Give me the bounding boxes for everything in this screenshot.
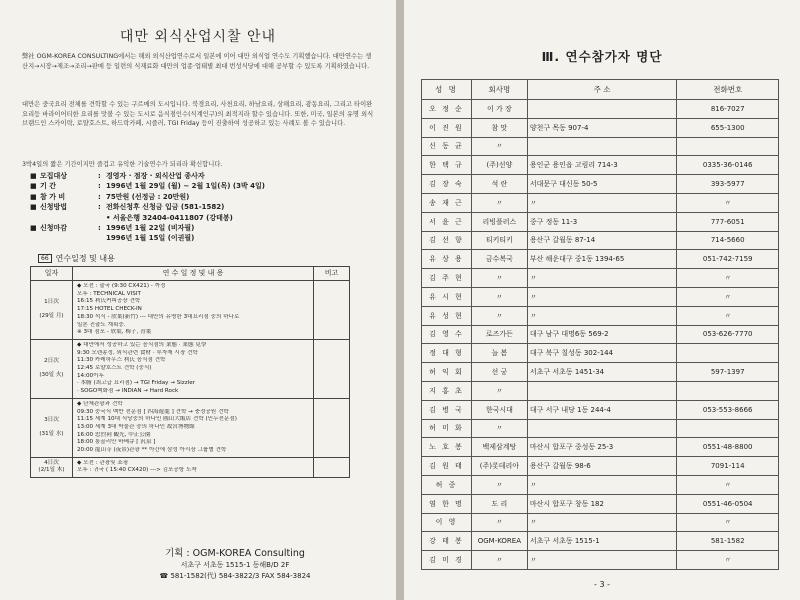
schedule-line: 9:30 오렌송정, 외식관련 食材 · 부자재 시장 견학: [77, 349, 198, 356]
participant-address: [527, 100, 677, 119]
participant-address: [527, 419, 677, 438]
info-value: 1996년 1월 22일 (비자필): [106, 224, 195, 233]
schedule-day-cell: [31, 339, 73, 398]
participant-address: 부산 해운대구 중1동 1394-65: [527, 250, 677, 269]
participant-company: 한국시대: [471, 400, 527, 419]
participant-phone: 655-1300: [677, 118, 779, 137]
info-value: 1996년 1월 15일 (이권필): [106, 234, 195, 243]
schedule-row: [31, 398, 350, 457]
col-phone: 전화번호: [677, 80, 779, 100]
intro-paragraph: 3박4일의 짧은 기간이지만 즐겁고 유익한 기술연수가 되리라 확신합니다.: [22, 161, 223, 168]
schedule-date: (29일 月): [39, 312, 64, 319]
participant-phone: 0335-36-0146: [677, 156, 779, 175]
left-page: [0, 0, 396, 600]
schedule-line: ◆ 오전 : 출국 (9:30 CX421) - 까정: [77, 283, 166, 289]
participant-phone: 7091-114: [677, 457, 779, 476]
page-title: 대만 외식산업시찰 안내: [119, 29, 277, 45]
participant-phone: [677, 137, 779, 156]
info-row: [30, 233, 360, 243]
participant-name: 김 미 경: [422, 551, 472, 570]
info-label: 신청마감: [40, 224, 68, 233]
schedule-row: [31, 281, 350, 340]
participant-row: [422, 269, 779, 288]
participant-address: 서대문구 대신동 50-5: [527, 175, 677, 194]
participant-name: 유 성 현: [422, 306, 472, 325]
participant-phone: [677, 381, 779, 400]
info-row: [30, 213, 360, 223]
schedule-day: 2日次: [44, 358, 59, 365]
participant-company: 〃: [471, 137, 527, 156]
participant-phone: 〃: [677, 287, 779, 306]
participant-address: 〃: [527, 475, 677, 494]
participant-phone: 714-5660: [677, 231, 779, 250]
info-row: ■ 기 간 : 1996년 1월 29일 (월) ~ 2월 1일(목) (3박 4일): [30, 182, 265, 191]
info-label: 신청방법: [40, 203, 68, 212]
schedule-line: 오후 : 귀국 ( 15:40 CX420) ---> 김포공항 도착: [77, 467, 197, 474]
schedule-heading: [38, 253, 115, 264]
schedule-col-day: 일자: [31, 267, 73, 281]
participant-row: [422, 250, 779, 269]
participant-company: 〃: [471, 475, 527, 494]
schedule-line: 16:15 利氏커피공장 견학: [77, 298, 141, 305]
schedule-line: ※ 3대 점포 - 欣葉, 梅子, 青葉: [77, 329, 152, 336]
participant-row: [422, 231, 779, 250]
participant-phone: 〃: [677, 551, 779, 570]
participant-name: 김 원 태: [422, 457, 472, 476]
participant-company: 참 맛: [471, 118, 527, 137]
participant-row: [422, 175, 779, 194]
page-number: - 3 -: [594, 580, 610, 589]
participant-name: 한 택 규: [422, 156, 472, 175]
participant-name: 유 상 용: [422, 250, 472, 269]
participant-company: 〃: [471, 287, 527, 306]
participant-address: 대구 남구 대명6동 569-2: [527, 325, 677, 344]
participant-name: 허 미 화: [422, 419, 472, 438]
schedule-day-cell: [31, 457, 73, 477]
schedule-col-note: 비고: [314, 267, 350, 281]
schedule-line: 오후 : TECHNICAL VISIT: [77, 290, 141, 297]
participant-address: 〃: [527, 269, 677, 288]
participant-name: 허 익 회: [422, 363, 472, 382]
participant-name: 김 주 현: [422, 269, 472, 288]
participant-company: (주)롯데리아: [471, 457, 527, 476]
participant-phone: 〃: [677, 475, 779, 494]
participant-row: [422, 100, 779, 119]
participant-company: 〃: [471, 419, 527, 438]
info-label: 모집대상: [40, 172, 68, 180]
footer-address: 서초구 서초동 1515-1 동해B/D 2F: [180, 561, 290, 569]
participant-address: 마산시 합포구 창동 182: [527, 494, 677, 513]
info-row: ■ 모집대상 : 경영자 · 점장 · 외식산업 종사자: [30, 172, 205, 180]
intro-paragraph: 대만은 중국요리 전체를 견학할 수 있는 구르메의 도시입니다. 북경요리, 사천요리, 하남요리, 상해요리, 광동요리, 그리고 타이완요리등 바라이어티한 요리를 맛볼 수 있는 도시로 음식점인수(식계인구)의 최적지라 할수 있습니다. 또한, 미국, 일본의 유명 외식브랜드인 스카이락, 로얄호스트, 하드락카페, 시즐러, TGI Friday 등이 진출하여 성공하고 있는 사례도 볼 수 있습니다.: [22, 101, 374, 128]
schedule-line: · SOGO백화점 → INDIAN → Hard Rock: [77, 388, 179, 395]
participant-name: 노 호 봉: [422, 438, 472, 457]
schedule-line: 17:15 HOTEL CHECK-IN: [77, 306, 142, 313]
info-value: • 서울은행 32404-0411807 (강태봉): [106, 213, 233, 222]
intro-paragraph: 弊社 OGM-KOREA CONSULTING에서는 해외 외식산업연수로서 일본에 이어 대만 외식업 연수도 기획했습니다. 대만연수는 생산지→시장→제조→조리→판매 등 일련의 식재료화 대만의 업종·업태별 최대 번성식당에 대해 공부할 수 있도록 기획하였습니다.: [22, 53, 372, 70]
info-value: 1996년 1월 29일 (월) ~ 2월 1일(목) (3박 4일): [106, 182, 265, 191]
schedule-date: (30일 火): [39, 371, 64, 378]
participant-address: 용인군 용인읍 고림리 714-3: [527, 156, 677, 175]
participant-name: 강 태 봉: [422, 532, 472, 551]
participant-address: 〃: [527, 287, 677, 306]
schedule-line: ◆ 대만에서 성공하고 있는 음식점의 業態 · 業態 見學: [77, 341, 207, 348]
participant-company: 〃: [471, 551, 527, 570]
schedule-col-content: 연 수 일 정 및 내 용: [73, 267, 314, 281]
participant-address: [527, 381, 677, 400]
participant-phone: 393-5977: [677, 175, 779, 194]
info-row: ■ 신청방법 : 전화신청후 신청금 입금 (581-1582): [30, 203, 225, 212]
schedule-line: 일본 진출도 계획중.: [77, 321, 126, 328]
participant-address: 마산시 합포구 중성동 25-3: [527, 438, 677, 457]
participant-row: [422, 156, 779, 175]
participant-phone: [677, 419, 779, 438]
participant-name: 이 영: [422, 513, 472, 532]
participant-row: [422, 438, 779, 457]
participant-row: [422, 513, 779, 532]
schedule-day-cell: [31, 281, 73, 340]
participant-name: 정 대 형: [422, 344, 472, 363]
participant-row: [422, 306, 779, 325]
participant-phone: 〃: [677, 269, 779, 288]
schedule-line: ◆ 단체관광과 견학: [77, 400, 123, 407]
participant-company: 금수복국: [471, 250, 527, 269]
col-name: 성 명: [422, 80, 472, 100]
participant-address: 용산구 갈월동 87-14: [527, 231, 677, 250]
participant-company: 로즈가든: [471, 325, 527, 344]
schedule-note: [314, 457, 350, 477]
right-page: [404, 0, 800, 600]
info-row: ■ 신청마감 : 1996년 1월 22일 (비자필): [30, 224, 195, 233]
participant-name: 신 동 균: [422, 137, 472, 156]
schedule-row: [31, 339, 350, 398]
participant-company: OGM-KOREA: [471, 532, 527, 551]
participant-company: 〃: [471, 269, 527, 288]
participant-company: 리빙플러스: [471, 212, 527, 231]
participant-address: 중구 정동 11-3: [527, 212, 677, 231]
participant-company: 늘 봄: [471, 344, 527, 363]
schedule-line: 16:00 忠烈祠 觀光, 中正公園: [77, 431, 151, 438]
participant-address: 대구 서구 내당 1동 244-4: [527, 400, 677, 419]
schedule-note: [314, 398, 350, 457]
participant-name: 지 홍 초: [422, 381, 472, 400]
participant-phone: 053-626-7770: [677, 325, 779, 344]
schedule-day-cell: [31, 398, 73, 457]
participant-address: 〃: [527, 551, 677, 570]
participant-name: 김 선 향: [422, 231, 472, 250]
participant-company: 석 란: [471, 175, 527, 194]
participant-name: 허 중: [422, 475, 472, 494]
participant-address: [527, 137, 677, 156]
participant-row: [422, 475, 779, 494]
schedule-line: 18:00 통골리안 바베큐 [ 汎泉 ]: [77, 439, 156, 446]
participant-address: 〃: [527, 193, 677, 212]
participant-name: 유 시 현: [422, 287, 472, 306]
participant-address: 〃: [527, 513, 677, 532]
schedule-line: 18:30 석식 - 欣葉(新竹) --- 대만의 유명한 3대요리점 중의 하나로: [77, 313, 240, 320]
info-value: 경영자 · 점장 · 외식산업 종사자: [106, 172, 205, 180]
schedule-line: ◆ 오전 : 관광및 쇼핑: [77, 459, 129, 466]
participant-phone: 0551-46-0504: [677, 494, 779, 513]
schedule-heading-text: 연수일정 및 내용: [55, 254, 115, 263]
participant-name: 김 장 숙: [422, 175, 472, 194]
participant-phone: 053-553-8666: [677, 400, 779, 419]
col-address: 주 소: [527, 80, 677, 100]
schedule-day: 3日次: [44, 417, 59, 424]
participant-row: [422, 457, 779, 476]
schedule-day: 4日次: [44, 459, 59, 466]
col-company: 회사명: [471, 80, 527, 100]
schedule-program: [73, 457, 314, 477]
participant-name: 김 영 수: [422, 325, 472, 344]
schedule-line: 20:00 龍山寺 (夜景)관광 ** 아간에 삼성 아시장 그룹별 견학: [77, 447, 227, 454]
participant-table: [421, 79, 779, 570]
participant-row: [422, 400, 779, 419]
participant-company: 이 가 장: [471, 100, 527, 119]
participant-phone: 〃: [677, 193, 779, 212]
participant-phone: 597-1397: [677, 363, 779, 382]
schedule-header-row: [31, 267, 350, 281]
participant-name: 염 한 명: [422, 494, 472, 513]
participant-phone: 051-742-7159: [677, 250, 779, 269]
schedule-line: 09:30 중국식 백반 전문점 [ 四海遊龍 ] 견학 → 충정공원 견학: [77, 408, 229, 415]
tour-info: [30, 171, 360, 244]
participant-phone: 0551-48-8800: [677, 438, 779, 457]
info-label: 기 간: [40, 182, 56, 191]
participant-row: [422, 212, 779, 231]
participant-company: 〃: [471, 193, 527, 212]
participant-phone: [677, 344, 779, 363]
participant-row: [422, 551, 779, 570]
participant-company: (주)선양: [471, 156, 527, 175]
info-value: 전화신청후 신청금 입금 (581-1582): [106, 203, 225, 212]
participant-company: 〃: [471, 513, 527, 532]
participant-company: 도 리: [471, 494, 527, 513]
schedule-row: [31, 457, 350, 477]
participant-name: 송 재 근: [422, 193, 472, 212]
participant-phone: 〃: [677, 306, 779, 325]
info-label: 참 가 비: [40, 192, 66, 201]
participant-address: 양천구 목동 907-4: [527, 118, 677, 137]
participant-address: 용산구 갈월동 98-6: [527, 457, 677, 476]
participant-address: 서초구 서초동 1515-1: [527, 532, 677, 551]
participant-row: [422, 532, 779, 551]
schedule-date: (31일 水): [39, 430, 64, 437]
footer-phone: ☎ 581-1582(代) 584-3822/3 FAX 584-3824: [159, 572, 311, 580]
participant-row: [422, 381, 779, 400]
schedule-badge: 66: [38, 254, 52, 263]
participant-address: 대구 북구 칠성동 302-144: [527, 344, 677, 363]
participant-name: 오 정 순: [422, 100, 472, 119]
schedule-program: [73, 339, 314, 398]
schedule-table: [30, 266, 350, 478]
participant-phone: 816-7027: [677, 100, 779, 119]
info-row: ■ 참 가 비 : 75만원 (선정금 : 20만원): [30, 192, 190, 201]
schedule-date: (2/1일 木): [38, 467, 65, 474]
footer-org: 기획 : OGM-KOREA Consulting: [165, 548, 305, 559]
participant-address: 서초구 서초동 1451-34: [527, 363, 677, 382]
participant-name: 서 윤 근: [422, 212, 472, 231]
participant-phone: 〃: [677, 513, 779, 532]
schedule-line: · 本腑 (최고급 요리점) → TGI Friday → Sizzler: [77, 380, 195, 387]
participant-row: [422, 193, 779, 212]
participant-name: 김 병 국: [422, 400, 472, 419]
participant-row: [422, 137, 779, 156]
schedule-line: 11:30 카레하우스 利氏 음식점 견학: [77, 357, 166, 364]
schedule-note: [314, 281, 350, 340]
participant-row: [422, 419, 779, 438]
participant-phone: 777-6051: [677, 212, 779, 231]
participant-row: [422, 325, 779, 344]
schedule-line: 11:15 세계 10대 식당중의 하나인 圓山大飯店 견학 (민두전문점): [77, 416, 237, 423]
info-value: 75만원 (선정금 : 20만원): [106, 192, 190, 201]
participant-phone: 581-1582: [677, 532, 779, 551]
schedule-program: [73, 398, 314, 457]
schedule-program: [73, 281, 314, 340]
schedule-line: 12:45 로얄호스트 견학 (중식): [77, 365, 152, 372]
participant-header-row: [422, 80, 779, 100]
participant-row: [422, 287, 779, 306]
participant-row: [422, 118, 779, 137]
participant-row: [422, 494, 779, 513]
participant-company: 〃: [471, 381, 527, 400]
participant-company: 〃: [471, 306, 527, 325]
participant-company: 선 궁: [471, 363, 527, 382]
participant-company: 티키티키: [471, 231, 527, 250]
participant-address: 〃: [527, 306, 677, 325]
participant-name: 이 진 원: [422, 118, 472, 137]
participant-row: [422, 344, 779, 363]
schedule-line: 14:00이후: [77, 372, 104, 379]
participant-row: [422, 363, 779, 382]
roster-title: Ⅲ. 연수참가자 명단: [541, 49, 663, 64]
participant-company: 백제삼계탕: [471, 438, 527, 457]
schedule-day: 1日次: [44, 299, 59, 306]
page-gutter: [396, 0, 404, 600]
schedule-line: 13:00 세계 3대 박물관 중의 하나인 故宮博物館: [77, 423, 195, 430]
schedule-note: [314, 339, 350, 398]
